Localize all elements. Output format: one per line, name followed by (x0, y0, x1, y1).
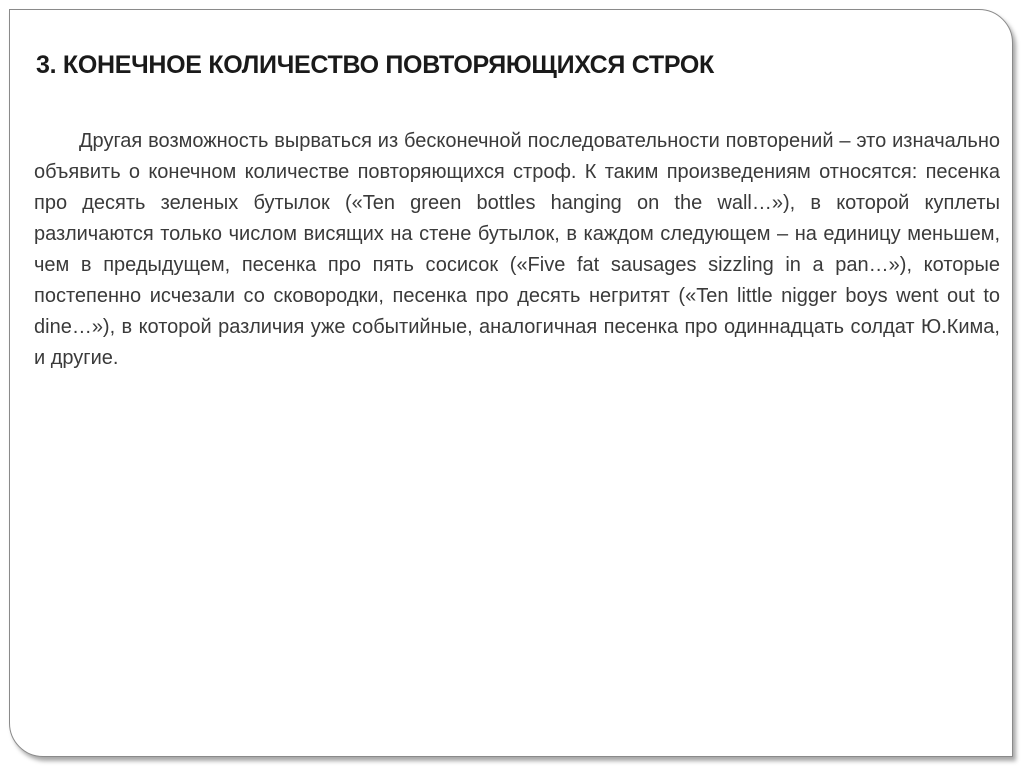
slide-body-paragraph: Другая возможность вырваться из бесконечной последовательности повторений – это изначально объявить о конечном количестве повторяющихся строф. К таким произведениям относятся: песенка про десять зеленых бутылок («Ten green bottles hanging on the wall…»), в которой куплеты различаются только числом висящих на стене бутылок, в каждом следующем – на единицу меньшем, чем в предыдущем, песенка про пять сосисок («Five fat sausages sizzling in a pan…»), которые постепенно исчезали со сковородки, песенка про десять негритят («Ten little nigger boys went out to dine…»), в которой различия уже событийные, аналогичная песенка про одиннадцать солдат Ю.Кима, и другие. (34, 130, 1000, 369)
slide-frame (9, 9, 1013, 757)
slide-title: 3. КОНЕЧНОЕ КОЛИЧЕСТВО ПОВТОРЯЮЩИХСЯ СТРОК (36, 51, 714, 79)
